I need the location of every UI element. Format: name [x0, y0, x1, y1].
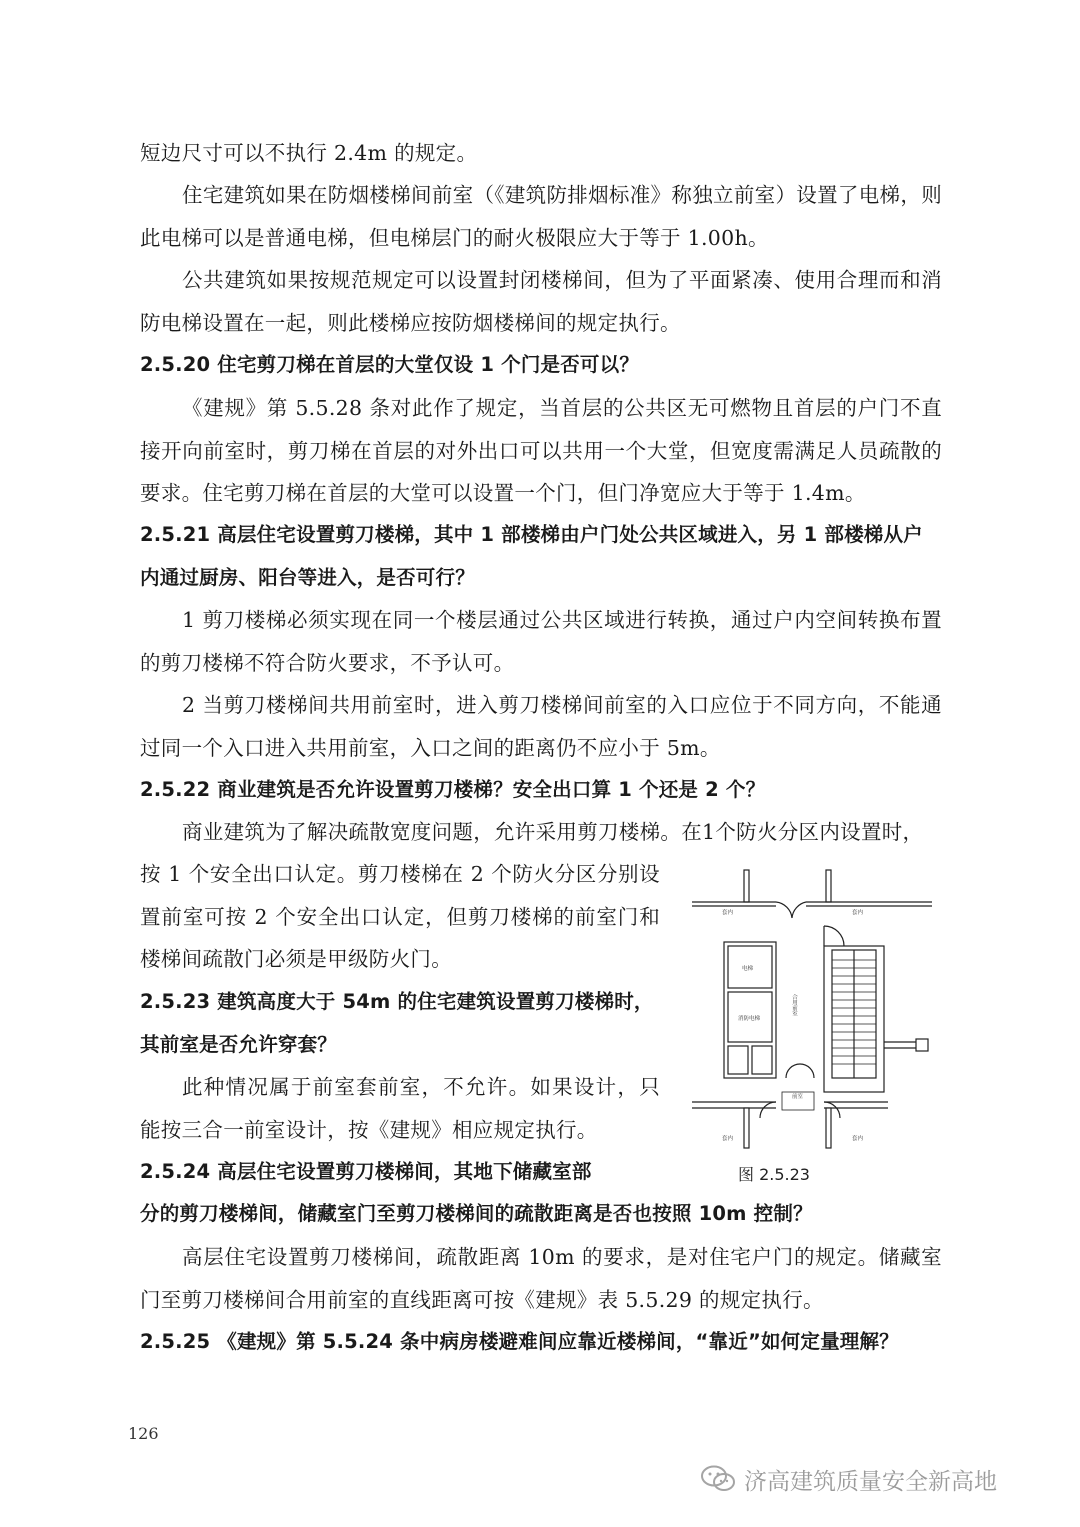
heading-2-5-24-line-2: 分的剪刀楼梯间，储藏室门至剪刀楼梯间的疏散距离是否也按照 10m 控制？	[140, 1202, 813, 1225]
paragraph-4: 《建规》第 5.5.28 条对此作了规定，当首层的公共区无可燃物且首层的户门不直接开向前室时，剪刀梯在首层的对外出口可以共用一个大堂，但宽度需满足人员疏散的要求。住宅剪刀梯在首层的大堂可以设置一个门，但门净宽应大于等于 1.4m。	[140, 396, 942, 506]
label-fire-elevator: 消防电梯	[738, 1016, 761, 1022]
paragraph-2: 住宅建筑如果在防烟楼梯间前室（《建筑防排烟标准》称独立前室）设置了电梯，则此电梯可以是普通电梯，但电梯层门的耐火极限应大于等于 1.00h。	[140, 183, 942, 250]
heading-2-5-25: 2.5.25 《建规》第 5.5.24 条中病房楼避难间应靠近楼梯间，“靠近”如何定量理解？	[140, 1330, 899, 1353]
figure-caption: 图 2.5.23	[738, 1165, 810, 1184]
wechat-watermark	[700, 1462, 997, 1496]
heading-2-5-22: 2.5.22 商业建筑是否允许设置剪刀楼梯？安全出口算 1 个还是 2 个？	[140, 778, 766, 801]
page-number: 126	[128, 1424, 159, 1443]
label-household-br: 套内	[852, 1136, 864, 1142]
label-elevator: 电梯	[742, 966, 754, 972]
heading-2-5-24-line-1: 2.5.24 高层住宅设置剪刀楼梯间，其地下储藏室部	[140, 1160, 592, 1183]
heading-2-5-20: 2.5.20 住宅剪刀梯在首层的大堂仅设 1 个门是否可以？	[140, 353, 640, 376]
scissor-stair-floor-plan	[688, 866, 936, 1152]
paragraph-8: 此种情况属于前室套前室，不允许。如果设计，只能按三合一前室设计，按《建规》相应规定执行。	[140, 1075, 660, 1142]
wechat-icon	[700, 1464, 736, 1494]
label-household-bl: 套内	[722, 1136, 734, 1142]
label-household-tr: 套内	[852, 910, 864, 916]
label-lobby: 前室	[792, 1094, 804, 1100]
label-shared-anteroom: 合用前室	[791, 994, 797, 1016]
paragraph-3: 公共建筑如果按规范规定可以设置封闭楼梯间，但为了平面紧凑、使用合理而和消防电梯设置在一起，则此楼梯应按防烟楼梯间的规定执行。	[140, 268, 942, 335]
paragraph-6: 2 当剪刀楼梯间共用前室时，进入剪刀楼梯间前室的入口应位于不同方向，不能通过同一个入口进入共用前室，入口之间的距离仍不应小于 5m。	[140, 693, 942, 760]
paragraph-5: 1 剪刀楼梯必须实现在同一个楼层通过公共区域进行转换，通过户内空间转换布置的剪刀楼梯不符合防火要求，不予认可。	[140, 608, 942, 675]
paragraph-9: 高层住宅设置剪刀楼梯间，疏散距离 10m 的要求，是对住宅户门的规定。储藏室门至剪刀楼梯间合用前室的直线距离可按《建规》表 5.5.29 的规定执行。	[140, 1245, 942, 1312]
heading-2-5-23: 2.5.23 建筑高度大于 54m 的住宅建筑设置剪刀楼梯时，其前室是否允许穿套？	[140, 990, 654, 1056]
paragraph-7-rest: 按 1 个安全出口认定。剪刀楼梯在 2 个防火分区分别设置前室可按 2 个安全出口认定，但剪刀楼梯的前室门和楼梯间疏散门必须是甲级防火门。	[140, 862, 660, 972]
watermark-text: 济高建筑质量安全新高地	[744, 1468, 997, 1495]
heading-2-5-21: 2.5.21 高层住宅设置剪刀楼梯，其中 1 部楼梯由户门处公共区域进入，另 1 部楼梯从户内通过厨房、阳台等进入，是否可行？	[140, 523, 923, 589]
label-household-tl: 套内	[722, 910, 734, 916]
paragraph-7-line-1: 商业建筑为了解决疏散宽度问题，允许采用剪刀楼梯。在1个防火分区内设置时，	[182, 820, 924, 844]
paragraph-1: 短边尺寸可以不执行 2.4m 的规定。	[140, 141, 478, 165]
